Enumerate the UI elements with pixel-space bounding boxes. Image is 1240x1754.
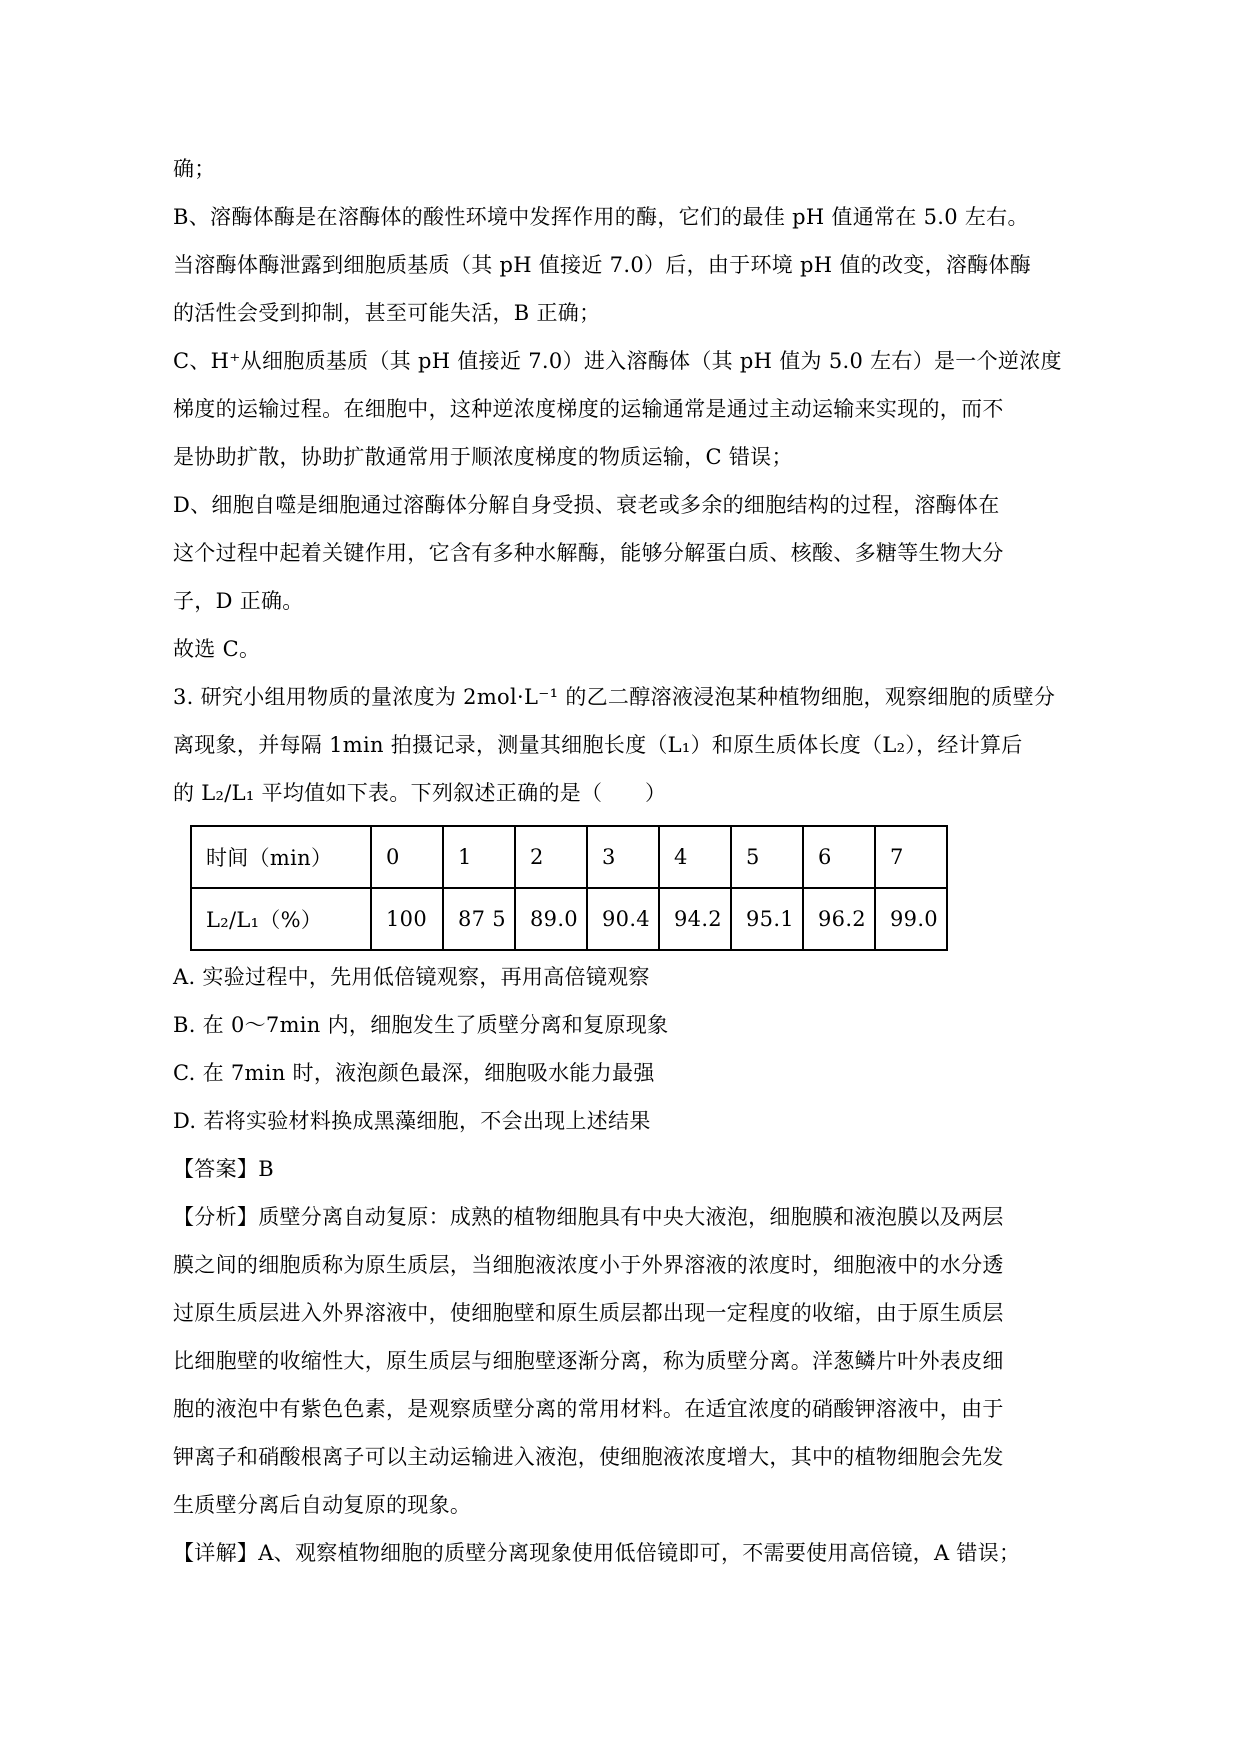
table-cell-time-0: 0	[371, 826, 443, 888]
table-cell-ratio-4: 94.2	[659, 888, 731, 950]
chosen-answer-line: 故选 C。	[173, 637, 261, 661]
analysis-line-3: 过原生质层进入外界溶液中，使细胞壁和原生质层都出现一定程度的收缩，由于原生质层	[173, 1301, 1004, 1325]
explanation-option-b-line-3: 的活性会受到抑制，甚至可能失活，B 正确；	[173, 301, 601, 325]
document-content	[173, 145, 1073, 1577]
explanation-option-c-line-1: C、H⁺从细胞质基质（其 pH 值接近 7.0）进入溶酶体（其 pH 值为 5.0 左右）是一个逆浓度	[173, 349, 1062, 373]
table-cell-time-6: 6	[803, 826, 875, 888]
explanation-option-c-line-3: 是协助扩散，协助扩散通常用于顺浓度梯度的物质运输，C 错误；	[173, 445, 793, 469]
question-3-option-a: A. 实验过程中，先用低倍镜观察，再用高倍镜观察	[173, 965, 650, 989]
analysis-line-6: 钾离子和硝酸根离子可以主动运输进入液泡，使细胞液浓度增大，其中的植物细胞会先发	[173, 1445, 1004, 1469]
table-cell-time-2: 2	[515, 826, 587, 888]
question-3-stem-line-2: 离现象，并每隔 1min 拍摄记录，测量其细胞长度（L₁）和原生质体长度（L₂），经计算后	[173, 733, 1023, 757]
explanation-option-d-line-1: D、细胞自噬是细胞通过溶酶体分解自身受损、衰老或多余的细胞结构的过程，溶酶体在	[173, 493, 1000, 517]
table-cell-ratio-6: 96.2	[803, 888, 875, 950]
question-3-stem-line-3: 的 L₂/L₁ 平均值如下表。下列叙述正确的是（ ）	[173, 781, 667, 805]
plasmolysis-data-table	[190, 825, 948, 951]
analysis-line-1: 【分析】质壁分离自动复原：成熟的植物细胞具有中央大液泡，细胞膜和液泡膜以及两层	[173, 1205, 1004, 1229]
table-cell-time-4: 4	[659, 826, 731, 888]
table-cell-ratio-1: 87 5	[443, 888, 515, 950]
table-cell-ratio-7: 99.0	[875, 888, 947, 950]
explanation-option-d-line-3: 子，D 正确。	[173, 589, 304, 613]
question-3-option-d: D. 若将实验材料换成黑藻细胞，不会出现上述结果	[173, 1109, 651, 1133]
table-cell-time-5: 5	[731, 826, 803, 888]
table-row-time	[191, 826, 947, 888]
explanation-option-c-line-2: 梯度的运输过程。在细胞中，这种逆浓度梯度的运输通常是通过主动运输来实现的，而不	[173, 397, 1004, 421]
table-cell-ratio-3: 90.4	[587, 888, 659, 950]
table-cell-ratio-0: 100	[371, 888, 443, 950]
analysis-line-5: 胞的液泡中有紫色色素，是观察质壁分离的常用材料。在适宜浓度的硝酸钾溶液中，由于	[173, 1397, 1004, 1421]
table-cell-ratio-5: 95.1	[731, 888, 803, 950]
question-3-stem-line-1: 3. 研究小组用物质的量浓度为 2mol·L⁻¹ 的乙二醇溶液浸泡某种植物细胞，观察细胞的质壁分	[173, 685, 1056, 709]
table-cell-time-7: 7	[875, 826, 947, 888]
explanation-option-d-line-2: 这个过程中起着关键作用，它含有多种水解酶，能够分解蛋白质、核酸、多糖等生物大分	[173, 541, 1004, 565]
analysis-line-2: 膜之间的细胞质称为原生质层，当细胞液浓度小于外界溶液的浓度时，细胞液中的水分透	[173, 1253, 1004, 1277]
question-3-option-c: C. 在 7min 时，液泡颜色最深，细胞吸水能力最强	[173, 1061, 655, 1085]
analysis-line-7: 生质壁分离后自动复原的现象。	[173, 1493, 472, 1517]
table-cell-time-1: 1	[443, 826, 515, 888]
analysis-line-4: 比细胞壁的收缩性大，原生质层与细胞壁逐渐分离，称为质壁分离。洋葱鳞片叶外表皮细	[173, 1349, 1004, 1373]
explanation-option-b-line-2: 当溶酶体酶泄露到细胞质基质（其 pH 值接近 7.0）后，由于环境 pH 值的改变，溶酶体酶	[173, 253, 1032, 277]
table-header-time: 时间（min）	[191, 826, 371, 888]
answer-label-line: 【答案】B	[173, 1157, 274, 1181]
explanation-line-continuation: 确；	[173, 157, 216, 181]
table-cell-time-3: 3	[587, 826, 659, 888]
table-header-ratio: L₂/L₁（%）	[191, 888, 371, 950]
detail-explanation-line: 【详解】A、观察植物细胞的质壁分离现象使用低倍镜即可，不需要使用高倍镜，A 错误；	[173, 1541, 1021, 1565]
table-cell-ratio-2: 89.0	[515, 888, 587, 950]
explanation-option-b-line-1: B、溶酶体酶是在溶酶体的酸性环境中发挥作用的酶，它们的最佳 pH 值通常在 5.0 左右。	[173, 205, 1029, 229]
question-3-option-b: B. 在 0～7min 内，细胞发生了质壁分离和复原现象	[173, 1013, 669, 1037]
table-row-ratio	[191, 888, 947, 950]
